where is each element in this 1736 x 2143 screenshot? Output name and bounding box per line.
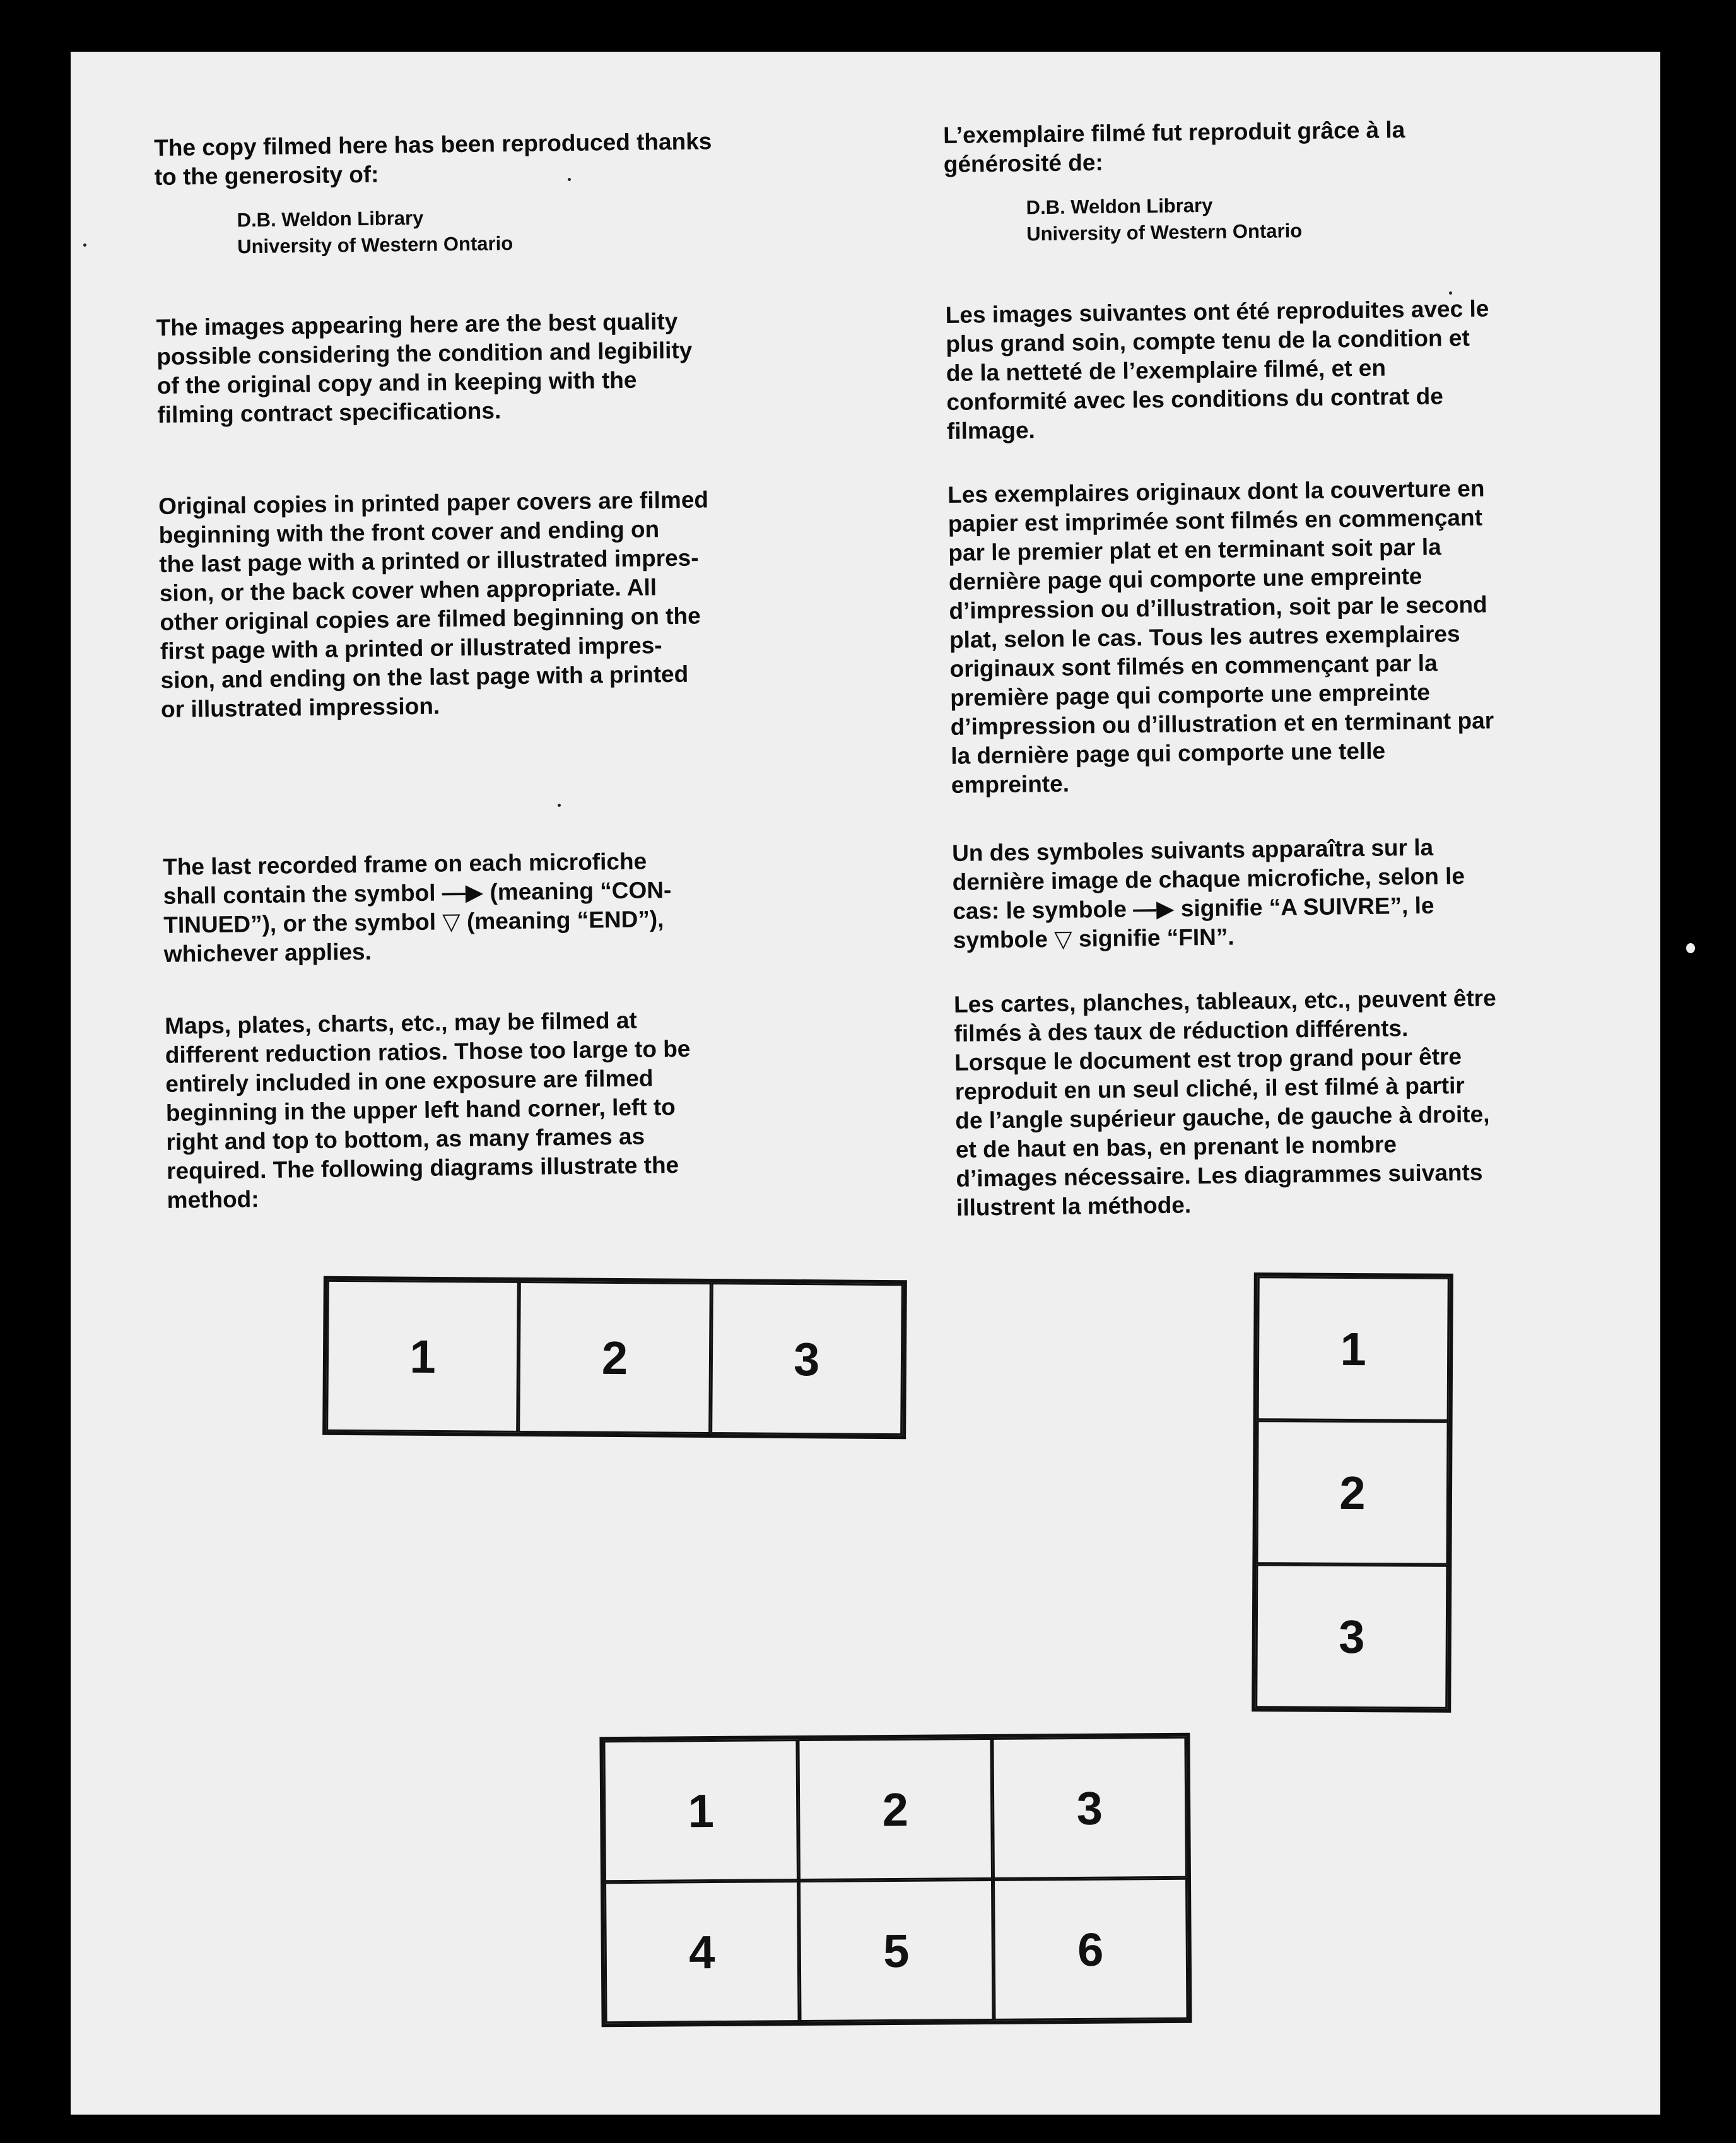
symbols-paragraph-fr: Un des symboles suivants apparaîtra sur la dernière image de chaque microfiche, selon le cas: le symbole —▶ signifie “A SUIVRE”, le symbole ▽ signifie “FIN”. — [951, 834, 1465, 953]
frame-cell: 1 — [603, 1739, 799, 1882]
originals-paragraph-en: Original copies in printed paper covers are filmed beginning with the front cover and ending on the last page with a printed or illustrated impres- sion, or the back cover when appropriate. All other original copies are filmed beginning on the first page with a printed or illustrated impres- sion, and ending on the last page with a printed or illustrated impression. — [158, 486, 709, 722]
frame-cell: 2 — [518, 1281, 711, 1434]
edge-speck — [1686, 943, 1695, 953]
library-name-en: D.B. Weldon Library — [237, 206, 424, 232]
thanks-paragraph-fr — [943, 112, 1676, 249]
frame-cell: 3 — [1255, 1564, 1448, 1709]
dust-speck — [568, 178, 571, 181]
symbols-paragraph-en: The last recorded frame on each microfiche shall contain the symbol —▶ (meaning “CON- TINUED”), or the symbol ▽ (meaning “END”), whichever applies. — [162, 848, 672, 967]
library-university-en: University of Western Ontario — [237, 232, 513, 258]
french-column — [943, 112, 1675, 1221]
frame-cell: 5 — [799, 1879, 994, 2022]
frame-cell: 1 — [326, 1280, 519, 1433]
thanks-text-en: The copy filmed here has been reproduced thanks to the generosity of: — [154, 128, 712, 190]
dust-speck — [83, 244, 86, 247]
quality-paragraph-en: The images appearing here are the best quality possible considering the condition and legibility of the original copy and in keeping with the filming contract specifications. — [156, 308, 693, 428]
english-column — [154, 125, 860, 1213]
frame-cell: 2 — [1256, 1420, 1448, 1565]
maps-paragraph-en: Maps, plates, charts, etc., may be filmed at different reduction ratios. Those too large to be entirely included in one exposure are filmed beginning in the upper left hand corner, left to right and top to bottom, as many frames as required. The following diagrams illustrate the method: — [165, 1007, 691, 1213]
frame-cell: 3 — [992, 1737, 1187, 1879]
thanks-paragraph-en — [154, 125, 862, 261]
frame-cell: 6 — [993, 1878, 1188, 2021]
library-university-fr: University of Western Ontario — [1026, 220, 1303, 245]
frame-cell: 3 — [710, 1283, 903, 1435]
dust-speck — [558, 804, 561, 807]
dust-speck — [1449, 291, 1452, 295]
frame-cell: 2 — [797, 1738, 993, 1881]
diagram-grid-frames — [599, 1733, 1192, 2028]
originals-paragraph-fr: Les exemplaires originaux dont la couverture en papier est imprimée sont filmés en commençant par le premier plat et en terminant soit par la dernière page qui comporte une empreinte d’impression ou d’illustration, soit par le second plat, selon le cas. Tous les autres exemplaires originaux sont filmés en commençant par la première page qui comporte une empreinte d’impression ou d’illustration et en terminant par la dernière page qui comporte une telle empreinte. — [947, 475, 1494, 798]
quality-paragraph-fr: Les images suivantes ont été reproduites avec le plus grand soin, compte tenu de la condition et de la netteté de l’exemplaire filmé, et en conformité avec les conditions du contrat de filmage. — [945, 295, 1489, 444]
frame-cell: 4 — [604, 1881, 800, 2023]
frame-cell: 1 — [1257, 1276, 1450, 1421]
diagram-horizontal-frames — [322, 1276, 907, 1439]
library-name-fr: D.B. Weldon Library — [1026, 194, 1213, 219]
thanks-text-fr: L’exemplaire filmé fut reproduit grâce à la générosité de: — [943, 117, 1405, 177]
maps-paragraph-fr: Les cartes, planches, tableaux, etc., peuvent être filmés à des taux de réduction différents. Lorsque le document est trop grand pour être reproduit en un seul cliché, il est filmé à partir de l’angle supérieur gauche, de gauche à droite, et de haut en bas, en prenant le nombre d’images nécessaire. Les diagrammes suivants illustrent la méthode. — [953, 985, 1496, 1221]
diagram-vertical-frames — [1252, 1272, 1453, 1713]
